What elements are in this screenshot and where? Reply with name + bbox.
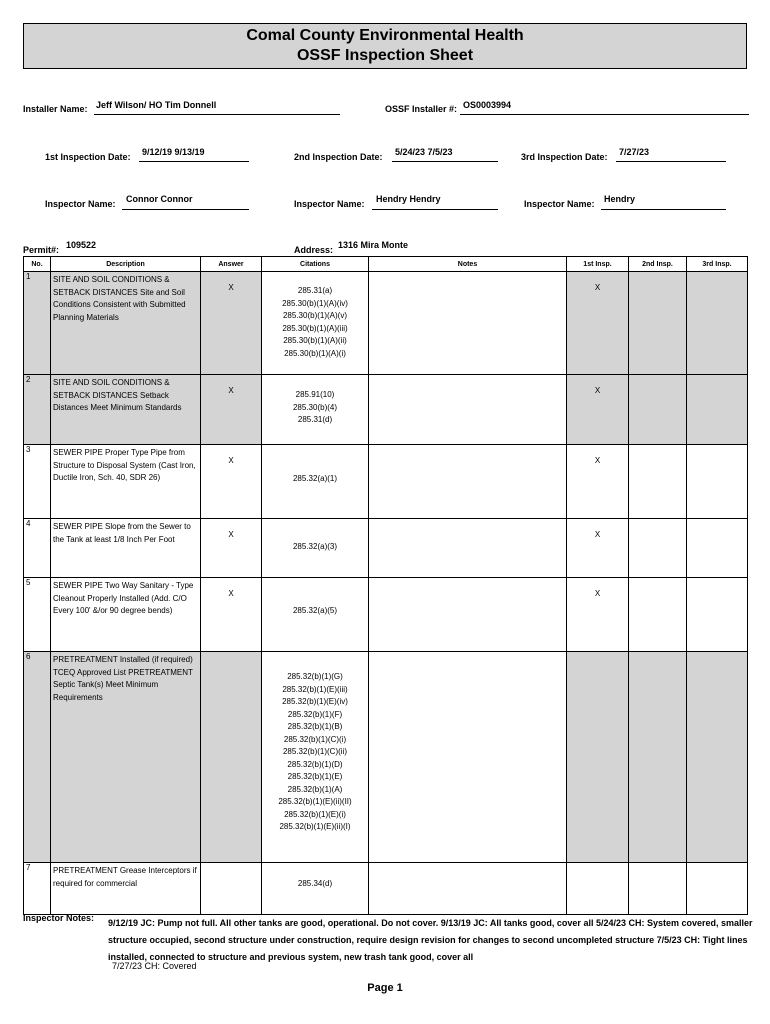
row-second-insp [629, 445, 687, 519]
table-row [24, 863, 748, 915]
row-first-insp [567, 863, 629, 915]
row-answer: X [201, 578, 262, 652]
citation-item: 285.32(b)(1)(E)(iii) [282, 684, 348, 694]
row-description: SEWER PIPE Proper Type Pipe from Structure to Disposal System (Cast Iron, Ductile Iron, Sch. 40, SDR 26) [51, 445, 201, 519]
row-citations [262, 652, 369, 863]
citation-item: 285.32(a)(5) [292, 606, 338, 615]
citation-item: 285.32(b)(1)(A) [287, 784, 343, 794]
row-second-insp [629, 375, 687, 445]
citation-item: 285.32(b)(1)(E)(ii)(I) [279, 822, 351, 831]
form-title: Comal County Environmental Health [246, 27, 524, 44]
column-header-description: Description [51, 257, 201, 272]
row-number: 5 [24, 578, 51, 652]
row-citations [262, 519, 369, 578]
installer-name-label: Installer Name: [23, 104, 88, 114]
row-second-insp [629, 652, 687, 863]
column-header-no: No. [24, 257, 51, 272]
citation-item: 285.31(a) [297, 286, 333, 295]
form-header [23, 23, 747, 69]
row-third-insp [687, 652, 748, 863]
column-header-second-insp: 2nd Insp. [629, 257, 687, 272]
row-first-insp: X [567, 375, 629, 445]
row-third-insp [687, 519, 748, 578]
row-citations [262, 445, 369, 519]
installer-number-value: OS0003994 [463, 100, 512, 110]
row-notes [369, 519, 567, 578]
row-notes [369, 272, 567, 375]
row-first-insp: X [567, 578, 629, 652]
citation-item: 285.31(d) [297, 415, 333, 424]
third-inspection-date-label: 3rd Inspection Date: [521, 152, 608, 162]
row-notes [369, 445, 567, 519]
row-citations [262, 578, 369, 652]
third-inspection-date-value: 7/27/23 [619, 147, 650, 157]
citation-item: 285.32(b)(1)(E)(iv) [282, 697, 348, 706]
inspector-name-label-3: Inspector Name: [524, 199, 595, 209]
row-notes [369, 578, 567, 652]
row-number: 3 [24, 445, 51, 519]
row-answer: X [201, 445, 262, 519]
first-inspection-date-line [139, 161, 249, 162]
row-answer: X [201, 519, 262, 578]
citation-item: 285.32(b)(1)(D) [287, 759, 343, 769]
row-number: 1 [24, 272, 51, 375]
table-row [24, 272, 748, 375]
row-notes [369, 863, 567, 915]
citation-item: 285.32(a)(1) [292, 474, 338, 483]
row-answer [201, 652, 262, 863]
inspector-notes-text: 9/12/19 JC: Pump not full. All other tanks are good, operational. Do not cover. 9/13/19 JC: All tanks good, cover all 5/24/23 CH: System covered, smaller structure occupied, second structure under construction, require design revision for changes to second uncompleted structure 7/5/23 CH: Tight lines installed, connected to structure and previous system, new trash tank good, cover all [108, 918, 753, 962]
inspector-name-value-1: Connor Connor [126, 194, 193, 204]
row-citations [262, 863, 369, 915]
inspector-name-line-3 [601, 209, 726, 210]
row-description: SEWER PIPE Two Way Sanitary - Type Cleanout Properly Installed (Add. C/O Every 100' &/or 90 degree bends) [51, 578, 201, 652]
row-answer [201, 863, 262, 915]
citation-item: 285.32(b)(1)(C)(ii) [282, 747, 347, 756]
inspector-name-label-2: Inspector Name: [294, 199, 365, 209]
citation-item: 285.32(a)(3) [292, 542, 338, 551]
row-second-insp [629, 272, 687, 375]
citation-item: 285.30(b)(1)(A)(iv) [282, 298, 348, 308]
row-number: 7 [24, 863, 51, 915]
second-inspection-date-value: 5/24/23 7/5/23 [395, 147, 453, 157]
table-row [24, 375, 748, 445]
table-row [24, 445, 748, 519]
row-first-insp: X [567, 445, 629, 519]
row-description: SEWER PIPE Slope from the Sewer to the Tank at least 1/8 Inch Per Foot [51, 519, 201, 578]
citation-item: 285.91(10) [295, 390, 335, 399]
inspector-name-line-2 [372, 209, 498, 210]
citation-item: 285.32(b)(1)(E)(i) [284, 809, 346, 819]
citation-item: 285.32(b)(1)(G) [287, 672, 343, 681]
table-row [24, 578, 748, 652]
row-citations [262, 375, 369, 445]
row-description: SITE AND SOIL CONDITIONS & SETBACK DISTANCES Site and Soil Conditions Consistent with Submitted Planning Materials [51, 272, 201, 375]
row-citations [262, 272, 369, 375]
second-inspection-date-label: 2nd Inspection Date: [294, 152, 383, 162]
column-header-third-insp: 3rd Insp. [687, 257, 748, 272]
installer-number-label: OSSF Installer #: [385, 104, 458, 114]
second-inspection-date-line [392, 161, 498, 162]
installer-name-value: Jeff Wilson/ HO Tim Donnell [96, 100, 217, 110]
form-subtitle: OSSF Inspection Sheet [296, 47, 474, 64]
page-number: Page 1 [367, 982, 403, 994]
first-inspection-date-value: 9/12/19 9/13/19 [142, 147, 205, 157]
permit-value: 109522 [66, 240, 97, 250]
column-header-answer: Answer [201, 257, 262, 272]
inspection-table [23, 256, 748, 915]
column-header-notes: Notes [369, 257, 567, 272]
citation-item: 285.30(b)(1)(A)(ii) [283, 336, 347, 345]
citation-item: 285.32(b)(1)(E)(ii)(II) [278, 797, 352, 806]
row-second-insp [629, 519, 687, 578]
citation-item: 285.30(b)(4) [292, 402, 338, 412]
row-description: PRETREATMENT Installed (if required) TCEQ Approved List PRETREATMENT Septic Tank(s) Meet Minimum Requirements [51, 652, 201, 863]
citation-item: 285.30(b)(1)(A)(i) [284, 348, 346, 358]
row-second-insp [629, 578, 687, 652]
installer-name-line [94, 114, 340, 115]
row-third-insp [687, 863, 748, 915]
row-number: 2 [24, 375, 51, 445]
table-header-row [24, 257, 748, 272]
row-answer: X [201, 272, 262, 375]
row-third-insp [687, 272, 748, 375]
inspector-notes-label: Inspector Notes: [23, 913, 95, 923]
row-first-insp [567, 652, 629, 863]
citation-item: 285.32(b)(1)(C)(i) [283, 734, 347, 744]
row-third-insp [687, 445, 748, 519]
row-first-insp: X [567, 519, 629, 578]
citation-item: 285.30(b)(1)(A)(v) [282, 311, 347, 320]
inspector-name-value-3: Hendry [604, 194, 636, 204]
row-third-insp [687, 578, 748, 652]
table-row [24, 519, 748, 578]
inspector-name-label-1: Inspector Name: [45, 199, 116, 209]
citation-item: 285.32(b)(1)(E) [287, 772, 343, 781]
table-row [24, 652, 748, 863]
citation-item: 285.30(b)(1)(A)(iii) [282, 323, 348, 333]
installer-number-line [460, 114, 749, 115]
citation-item: 285.32(b)(1)(B) [287, 722, 343, 731]
row-first-insp: X [567, 272, 629, 375]
column-header-first-insp: 1st Insp. [567, 257, 629, 272]
citation-item: 285.34(d) [297, 879, 333, 888]
row-number: 4 [24, 519, 51, 578]
address-value: 1316 Mira Monte [338, 240, 409, 250]
first-inspection-date-label: 1st Inspection Date: [45, 152, 131, 162]
inspector-notes-extra: 7/27/23 CH: Covered [112, 961, 197, 971]
row-description: PRETREATMENT Grease Interceptors if required for commercial [51, 863, 201, 915]
row-answer: X [201, 375, 262, 445]
address-label: Address: [294, 245, 334, 255]
inspector-name-value-2: Hendry Hendry [376, 194, 441, 204]
row-number: 6 [24, 652, 51, 863]
row-notes [369, 652, 567, 863]
row-notes [369, 375, 567, 445]
citation-item: 285.32(b)(1)(F) [287, 709, 343, 719]
permit-label: Permit#: [23, 245, 60, 255]
row-description: SITE AND SOIL CONDITIONS & SETBACK DISTANCES Setback Distances Meet Minimum Standards [51, 375, 201, 445]
third-inspection-date-line [616, 161, 726, 162]
inspector-name-line-1 [122, 209, 249, 210]
column-header-citations: Citations [262, 257, 369, 272]
row-second-insp [629, 863, 687, 915]
row-third-insp [687, 375, 748, 445]
